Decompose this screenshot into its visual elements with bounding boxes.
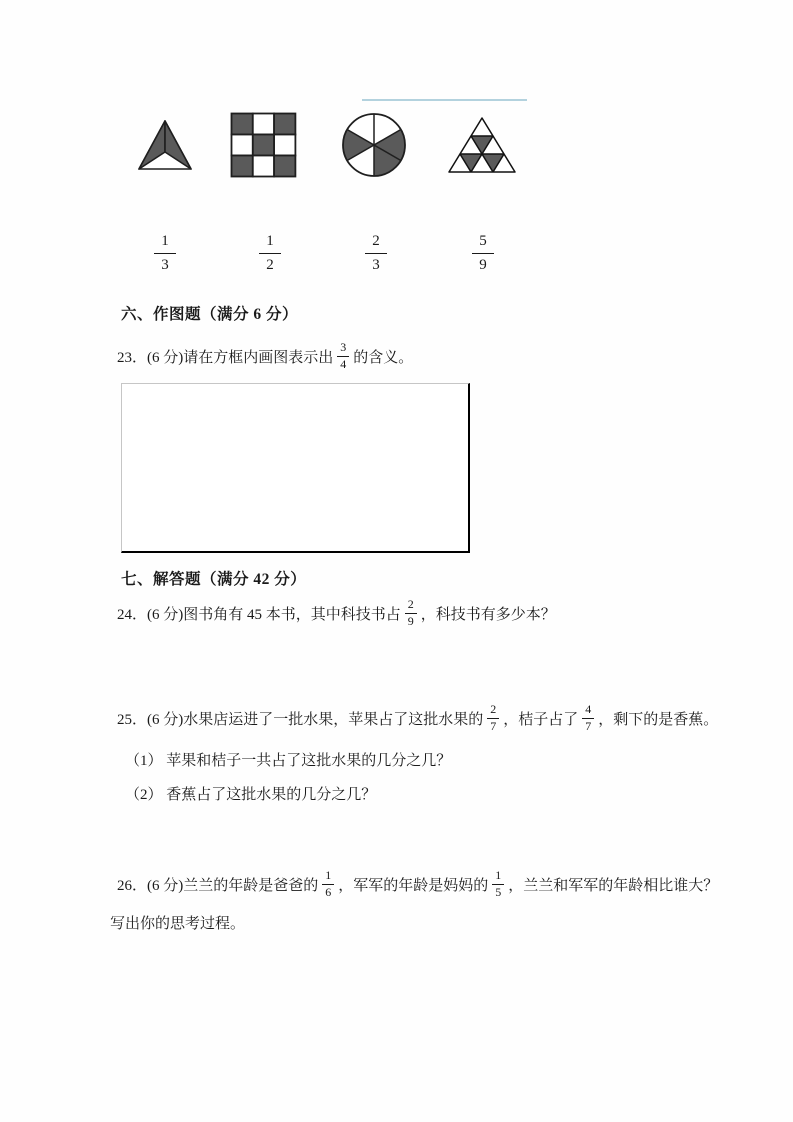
top-divider-rule bbox=[362, 99, 527, 101]
question-25-sub-2: （2） 香蕉占了这批水果的几分之几？ bbox=[125, 787, 377, 803]
question-26 bbox=[117, 869, 718, 900]
question-24-text-pre: 24．(6 分)图书角有 45 本书，其中科技书占 bbox=[117, 606, 401, 623]
inline-fraction bbox=[337, 341, 349, 372]
question-26-line-2: 写出你的思考过程。 bbox=[110, 916, 246, 932]
fraction-numerator: 1 bbox=[259, 232, 281, 254]
question-25-text-mid: ，桔子占了 bbox=[503, 711, 579, 728]
inline-fraction bbox=[492, 869, 504, 900]
fraction-numerator: 1 bbox=[322, 869, 334, 885]
fraction-label-2-3 bbox=[359, 232, 393, 275]
question-23 bbox=[117, 341, 413, 372]
fraction-denominator: 7 bbox=[585, 718, 592, 733]
question-24 bbox=[117, 598, 556, 629]
fraction-denominator: 4 bbox=[340, 356, 347, 371]
dart-triangle-figure bbox=[136, 119, 194, 171]
fraction-denominator: 7 bbox=[490, 718, 497, 733]
triangle-ninths-figure bbox=[447, 116, 517, 174]
question-26-text-pre: 26．(6 分)兰兰的年龄是爸爸的 bbox=[117, 877, 319, 894]
fraction-label-5-9 bbox=[466, 232, 500, 275]
fraction-numerator: 2 bbox=[365, 232, 387, 254]
question-25-sub-1: （1） 苹果和桔子一共占了这批水果的几分之几？ bbox=[125, 753, 452, 769]
fraction-denominator: 5 bbox=[495, 884, 502, 899]
question-26-text-post: ，兰兰和军军的年龄相比谁大？ bbox=[508, 877, 719, 894]
question-23-text-post: 的含义。 bbox=[353, 349, 414, 366]
fraction-numerator: 1 bbox=[154, 232, 176, 254]
fraction-numerator: 4 bbox=[582, 703, 594, 719]
fraction-numerator: 2 bbox=[405, 598, 417, 614]
question-25-text-pre: 25．(6 分)水果店运进了一批水果，苹果占了这批水果的 bbox=[117, 711, 484, 728]
inline-fraction bbox=[487, 703, 499, 734]
question-23-text-pre: 23．(6 分)请在方框内画图表示出 bbox=[117, 349, 334, 366]
fraction-label-1-2 bbox=[253, 232, 287, 275]
section-seven-heading: 七、解答题（满分 42 分） bbox=[121, 571, 307, 588]
question-25-text-post: ，剩下的是香蕉。 bbox=[598, 711, 719, 728]
fraction-numerator: 1 bbox=[492, 869, 504, 885]
inline-fraction bbox=[322, 869, 334, 900]
inline-fraction bbox=[582, 703, 594, 734]
circle-sixths-figure bbox=[340, 111, 408, 179]
fraction-denominator: 2 bbox=[266, 256, 274, 273]
fraction-numerator: 2 bbox=[487, 703, 499, 719]
fraction-denominator: 6 bbox=[325, 884, 332, 899]
question-24-text-post: ，科技书有多少本？ bbox=[420, 606, 556, 623]
fraction-numerator: 3 bbox=[337, 341, 349, 357]
fraction-denominator: 3 bbox=[372, 256, 380, 273]
drawing-box bbox=[121, 383, 470, 553]
fraction-denominator: 3 bbox=[161, 256, 169, 273]
fraction-denominator: 9 bbox=[479, 256, 487, 273]
inline-fraction bbox=[405, 598, 417, 629]
section-six-heading: 六、作图题（满分 6 分） bbox=[121, 306, 299, 323]
fraction-numerator: 5 bbox=[472, 232, 494, 254]
fraction-denominator: 9 bbox=[407, 613, 414, 628]
fraction-label-1-3 bbox=[148, 232, 182, 275]
checkerboard-square-figure bbox=[230, 112, 297, 178]
question-26-text-mid: ，军军的年龄是妈妈的 bbox=[338, 877, 489, 894]
question-25 bbox=[117, 703, 718, 734]
